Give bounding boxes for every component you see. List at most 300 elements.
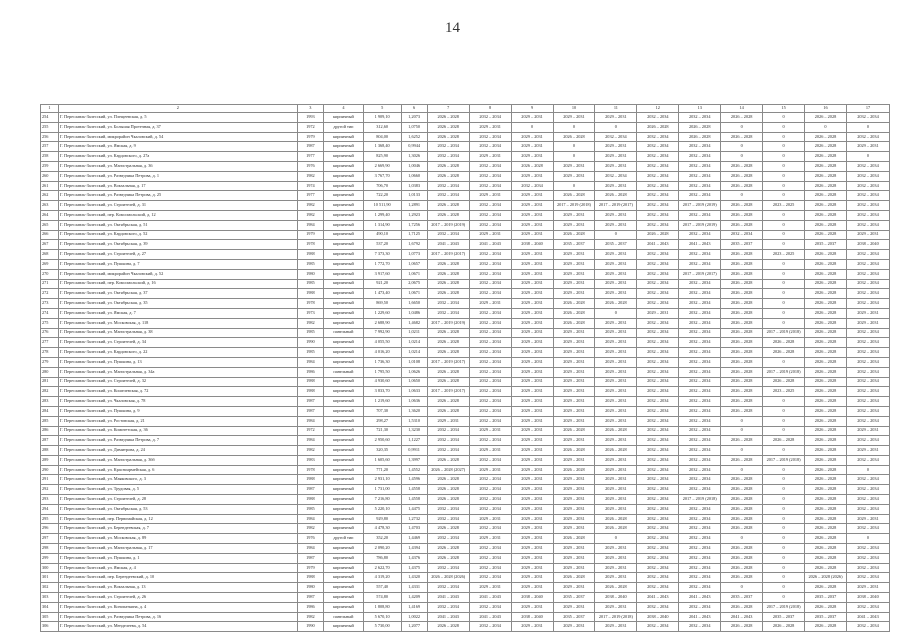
table-cell: 2032 – 2034 — [469, 406, 511, 416]
table-cell: 2032 – 2034 — [469, 524, 511, 534]
table-cell: 2026 – 2028 — [805, 416, 847, 426]
table-cell: 2032 – 2034 — [846, 348, 889, 358]
address-cell: Г. Переславль-Залесский, ул. Магистральная, д. 36б — [58, 455, 297, 465]
table-row — [41, 534, 890, 544]
table-cell: 2029 – 2031 — [553, 563, 595, 573]
table-cell: 771,20 — [363, 465, 401, 475]
program-table — [40, 104, 890, 632]
table-cell: 0 — [763, 142, 805, 152]
table-cell: 2029 – 2031 — [511, 191, 553, 201]
table-cell: 2029 – 2031 — [553, 504, 595, 514]
table-cell: 2032 – 2034 — [679, 142, 721, 152]
table-cell: кирпичный — [323, 171, 363, 181]
table-cell: 2026 – 2028 — [721, 485, 763, 495]
table-cell: 0 — [763, 485, 805, 495]
table-cell: 0 — [763, 181, 805, 191]
table-cell: 0 — [763, 210, 805, 220]
table-cell: 0 — [805, 122, 847, 132]
table-cell: 2029 – 2031 — [595, 622, 637, 632]
table-row — [41, 544, 890, 554]
table-cell: 279 — [41, 357, 59, 367]
table-cell: 2032 – 2034 — [637, 622, 679, 632]
table-cell: 2029 – 2031 — [511, 318, 553, 328]
table-cell: кирпичный — [323, 602, 363, 612]
table-cell: 2032 – 2034 — [679, 514, 721, 524]
table-cell: 2032 – 2034 — [637, 397, 679, 407]
table-cell: 2017 – 2019 (2017) — [427, 250, 469, 260]
table-cell: 2026 – 2028 — [427, 132, 469, 142]
table-row — [41, 250, 890, 260]
table-cell: 2038 – 2040 — [637, 612, 679, 622]
table-cell: 2038 – 2040 — [846, 593, 889, 603]
table-cell: кирпичный — [323, 230, 363, 240]
table-cell: 2032 – 2034 — [846, 416, 889, 426]
table-cell: 2026 – 2028 — [805, 259, 847, 269]
table-cell: кирпичный — [323, 269, 363, 279]
table-cell: 2029 – 2031 — [553, 367, 595, 377]
table-cell: 256 — [41, 132, 59, 142]
table-cell: 1,4209 — [401, 593, 427, 603]
table-cell: 2032 – 2034 — [679, 299, 721, 309]
table-cell: 2041 – 2043 — [427, 240, 469, 250]
table-cell: кирпичный — [323, 259, 363, 269]
table-cell: 289 — [41, 455, 59, 465]
table-cell: 2032 – 2034 — [846, 289, 889, 299]
table-cell: 2032 – 2034 — [679, 544, 721, 554]
table-cell: 2029 – 2031 — [469, 230, 511, 240]
table-cell: 2032 – 2034 — [511, 181, 553, 191]
table-cell: 2032 – 2034 — [469, 553, 511, 563]
table-cell: 0 — [846, 152, 889, 162]
table-cell: 2032 – 2034 — [679, 338, 721, 348]
table-row — [41, 338, 890, 348]
table-cell: 2032 – 2034 — [637, 289, 679, 299]
table-cell: 2032 – 2034 — [679, 191, 721, 201]
table-cell: 291 — [41, 475, 59, 485]
table-cell: другой тип — [323, 534, 363, 544]
table-cell: 0 — [763, 171, 805, 181]
table-cell: 0 — [846, 534, 889, 544]
table-cell: 2026 – 2028 — [721, 269, 763, 279]
table-cell: 0 — [553, 142, 595, 152]
table-row — [41, 436, 890, 446]
table-cell: 1984 — [297, 220, 323, 230]
table-cell: 2029 – 2031 — [469, 514, 511, 524]
table-cell: кирпичный — [323, 416, 363, 426]
table-cell: 2026 – 2028 — [721, 602, 763, 612]
table-row — [41, 446, 890, 456]
table-cell: 287 — [41, 436, 59, 446]
table-cell: 2026 – 2028 — [805, 289, 847, 299]
table-cell: 2029 – 2031 — [511, 426, 553, 436]
table-cell: 2032 – 2034 — [679, 210, 721, 220]
table-cell: 2029 – 2031 — [553, 495, 595, 505]
table-cell: 1978 — [297, 465, 323, 475]
address-cell: Г. Переславль-Залесский, ул. Октябрьская, д. 35 — [58, 299, 297, 309]
table-cell: 2026 – 2028 — [427, 348, 469, 358]
table-cell: 1,0660 — [401, 171, 427, 181]
table-cell: 2026 – 2028 — [805, 348, 847, 358]
table-cell: 0 — [553, 122, 595, 132]
table-cell: кирпичный — [323, 377, 363, 387]
table-cell: кирпичный — [323, 465, 363, 475]
table-cell: 2017 – 2019 (2019) — [427, 318, 469, 328]
table-cell: 299 — [41, 553, 59, 563]
table-cell: 2029 – 2031 — [469, 583, 511, 593]
address-cell: Г. Переславль-Залесский, ул. Разведчика Петрова, д. 7 — [58, 436, 297, 446]
table-cell: 2029 – 2031 — [511, 230, 553, 240]
address-cell: Г. Переславль-Залесский, ул. Кошелевская, д. 72 — [58, 387, 297, 397]
address-cell: Г. Переславль-Залесский, ул. Ямская, д. 9 — [58, 142, 297, 152]
table-cell: 1,0671 — [401, 289, 427, 299]
table-cell: 2032 – 2034 — [637, 426, 679, 436]
table-cell: 2029 – 2031 — [553, 357, 595, 367]
column-header-3: 3 — [297, 105, 323, 113]
table-cell: 2032 – 2034 — [846, 191, 889, 201]
table-cell: 2026 – 2028 — [427, 289, 469, 299]
table-cell: 1,6252 — [401, 132, 427, 142]
table-cell: 2029 – 2031 — [595, 406, 637, 416]
table-cell: 2029 – 2031 — [595, 504, 637, 514]
table-cell: кирпичный — [323, 357, 363, 367]
table-row — [41, 348, 890, 358]
table-cell: 2029 – 2031 — [511, 583, 553, 593]
address-cell: Г. Переславль-Залесский, ул. Плещеевская, д. 5 — [58, 113, 297, 123]
table-cell: 2032 – 2034 — [469, 113, 511, 123]
table-cell: 2026 – 2028 — [805, 495, 847, 505]
column-header-17: 17 — [846, 105, 889, 113]
table-cell: 0 — [763, 524, 805, 534]
table-cell: 1974 — [297, 181, 323, 191]
table-cell: 2032 – 2034 — [679, 152, 721, 162]
table-cell: 1 299,40 — [363, 210, 401, 220]
table-cell: 2035 – 2037 — [595, 240, 637, 250]
table-cell: 2032 – 2034 — [637, 485, 679, 495]
table-cell: кирпичный — [323, 152, 363, 162]
table-cell: 2029 – 2031 — [511, 152, 553, 162]
table-cell: 1972 — [297, 426, 323, 436]
table-cell: 2026 – 2028 — [721, 553, 763, 563]
table-cell: 2029 – 2031 — [595, 161, 637, 171]
table-row — [41, 397, 890, 407]
table-cell: 1980 — [297, 583, 323, 593]
table-cell: 2017 – 2019 (2018) — [763, 328, 805, 338]
table-cell: 706,70 — [363, 181, 401, 191]
table-cell: 2029 – 2031 — [511, 220, 553, 230]
table-cell: 2032 – 2034 — [637, 387, 679, 397]
table-cell: 2029 – 2031 — [511, 495, 553, 505]
table-cell: 574,80 — [363, 593, 401, 603]
table-cell: кирпичный — [323, 308, 363, 318]
table-cell: 2032 – 2034 — [637, 602, 679, 612]
table-cell: 0 — [721, 465, 763, 475]
table-cell: 1988 — [297, 573, 323, 583]
table-cell: 2026 – 2028 — [427, 210, 469, 220]
table-cell: 2 688,90 — [363, 318, 401, 328]
address-cell: Г. Переславль-Залесский, ул. Трудовая, д. 5 — [58, 485, 297, 495]
table-cell: 2029 – 2031 — [511, 446, 553, 456]
table-cell: 2029 – 2031 — [511, 348, 553, 358]
table-cell: 2029 – 2031 — [553, 210, 595, 220]
table-cell: кирпичный — [323, 563, 363, 573]
table-cell: кирпичный — [323, 573, 363, 583]
column-header-11: 11 — [595, 105, 637, 113]
table-cell: 297 — [41, 534, 59, 544]
table-cell: 1,4375 — [401, 563, 427, 573]
table-cell: 2029 – 2031 — [511, 289, 553, 299]
table-cell: 0 — [721, 426, 763, 436]
address-cell: Г. Переславль-Залесский, пер. Комсомольский, д. 16 — [58, 279, 297, 289]
table-cell: 5 670,10 — [363, 612, 401, 622]
table-cell: 0,9911 — [401, 446, 427, 456]
table-cell: 270 — [41, 269, 59, 279]
table-cell: 2026 – 2028 — [427, 122, 469, 132]
table-cell: 2017 – 2019 (2019) — [679, 220, 721, 230]
address-cell: Г. Переславль-Залесский, ул. Чкаловская, д. 78 — [58, 397, 297, 407]
table-cell: 1 473,40 — [363, 289, 401, 299]
table-cell: 2029 – 2031 — [511, 328, 553, 338]
table-cell: 2032 – 2034 — [469, 544, 511, 554]
table-cell: 2032 – 2034 — [679, 230, 721, 240]
table-cell: 2029 – 2031 — [511, 113, 553, 123]
table-cell: 1,0671 — [401, 269, 427, 279]
table-cell: 0 — [553, 181, 595, 191]
table-cell: 1982 — [297, 446, 323, 456]
table-row — [41, 553, 890, 563]
table-cell: 707,30 — [363, 406, 401, 416]
table-cell: 2029 – 2031 — [553, 220, 595, 230]
table-cell: 2032 – 2034 — [427, 504, 469, 514]
table-cell: 2023 – 2025 — [763, 387, 805, 397]
table-cell: 2026 – 2028 — [805, 308, 847, 318]
table-cell: 1978 — [297, 299, 323, 309]
table-cell: 2026 – 2028 — [805, 446, 847, 456]
table-cell: 2029 – 2031 — [637, 308, 679, 318]
table-cell: 2032 – 2034 — [846, 553, 889, 563]
table-cell: 1,0383 — [401, 181, 427, 191]
table-row — [41, 191, 890, 201]
table-cell: 273 — [41, 299, 59, 309]
table-cell: 2029 – 2031 — [846, 142, 889, 152]
table-cell: 312,60 — [363, 122, 401, 132]
table-cell: 0 — [763, 318, 805, 328]
table-cell: 2029 – 2031 — [595, 436, 637, 446]
table-cell: 265 — [41, 220, 59, 230]
table-cell: 2026 – 2028 — [553, 465, 595, 475]
address-cell: Г. Переславль-Залесский, ул. Кардовского, д. 22 — [58, 348, 297, 358]
table-cell: 2029 – 2031 — [595, 357, 637, 367]
table-cell: 2032 – 2034 — [427, 426, 469, 436]
table-cell: 2026 – 2028 — [595, 583, 637, 593]
table-cell: 2032 – 2034 — [846, 475, 889, 485]
table-cell: 2032 – 2034 — [679, 622, 721, 632]
table-cell: 2029 – 2031 — [595, 573, 637, 583]
table-cell: 2017 – 2019 (2018) — [763, 367, 805, 377]
table-row — [41, 416, 890, 426]
table-cell: 1,4169 — [401, 602, 427, 612]
table-cell: кирпичный — [323, 485, 363, 495]
table-cell: 2026 – 2028 — [805, 504, 847, 514]
table-cell: 2026 – 2028 — [721, 328, 763, 338]
table-cell: 2032 – 2034 — [469, 387, 511, 397]
table-cell: кирпичный — [323, 338, 363, 348]
table-cell: 2026 – 2028 — [805, 269, 847, 279]
table-cell: 2026 – 2028 — [427, 485, 469, 495]
address-cell: Г. Переславль-Залесский, ул. Ростовская, д. 21 — [58, 416, 297, 426]
table-cell: 2032 – 2034 — [846, 495, 889, 505]
table-cell: 2026 – 2028 — [721, 113, 763, 123]
table-cell: 2026 – 2028 — [427, 495, 469, 505]
table-cell: 2032 – 2034 — [637, 377, 679, 387]
table-cell: 2032 – 2034 — [637, 553, 679, 563]
table-cell: 1988 — [297, 495, 323, 505]
table-cell: 7 373,30 — [363, 250, 401, 260]
table-cell: 0 — [846, 122, 889, 132]
table-cell: 2032 – 2034 — [427, 191, 469, 201]
table-cell: 4 930,60 — [363, 377, 401, 387]
table-cell: кирпичный — [323, 299, 363, 309]
table-cell: 0 — [763, 122, 805, 132]
column-header-4: 4 — [323, 105, 363, 113]
table-cell: кирпичный — [323, 348, 363, 358]
table-cell: 2032 – 2034 — [679, 348, 721, 358]
table-cell: 260 — [41, 171, 59, 181]
table-cell: 1972 — [297, 122, 323, 132]
table-cell: 2026 – 2028 — [427, 269, 469, 279]
table-cell: 1979 — [297, 563, 323, 573]
table-cell: 1,0214 — [401, 338, 427, 348]
table-cell: 2029 – 2031 — [511, 514, 553, 524]
table-cell: 0 — [721, 152, 763, 162]
table-row — [41, 230, 890, 240]
table-cell: 2041 – 2043 — [469, 593, 511, 603]
table-cell: 2032 – 2034 — [679, 171, 721, 181]
table-cell: 2032 – 2034 — [427, 563, 469, 573]
table-cell: 2032 – 2034 — [679, 250, 721, 260]
table-cell: 2026 – 2028 — [805, 367, 847, 377]
column-header-6: 6 — [401, 105, 427, 113]
table-cell: 2032 – 2034 — [469, 132, 511, 142]
table-cell: 2026 – 2028 — [805, 553, 847, 563]
table-cell: 2029 – 2031 — [595, 367, 637, 377]
table-cell: 2026 – 2028 — [427, 328, 469, 338]
table-cell: 0 — [763, 406, 805, 416]
table-cell: 2032 – 2034 — [637, 132, 679, 142]
table-cell: кирпичный — [323, 397, 363, 407]
table-cell: 2026 – 2028 — [427, 161, 469, 171]
table-cell: 2026 – 2028 — [805, 230, 847, 240]
table-cell: 2032 – 2034 — [846, 220, 889, 230]
address-cell: Г. Переславль-Залесский, ул. Строителей, д. 34 — [58, 338, 297, 348]
table-cell: 1985 — [297, 259, 323, 269]
table-cell: 2026 – 2028 — [427, 259, 469, 269]
address-cell: Г. Переславль-Залесский, ул. Разведчика Петрова, д. 1 — [58, 171, 297, 181]
table-cell: 2026 – 2028 — [427, 338, 469, 348]
table-cell: 1,4469 — [401, 534, 427, 544]
table-cell: 2029 – 2031 — [553, 338, 595, 348]
table-cell: 1,0133 — [401, 191, 427, 201]
page-number: 14 — [445, 20, 460, 36]
column-header-7: 7 — [427, 105, 469, 113]
address-cell: Г. Переславль-Залесский, ул. Большая Протечная, д. 37 — [58, 122, 297, 132]
table-cell: 2032 – 2034 — [637, 210, 679, 220]
table-cell: 2026 – 2028 — [721, 397, 763, 407]
table-cell: 2026 – 2028 — [427, 524, 469, 534]
table-cell: 1985 — [297, 348, 323, 358]
table-cell: 2026 – 2028 — [721, 524, 763, 534]
table-cell: кирпичный — [323, 113, 363, 123]
table-row — [41, 524, 890, 534]
table-cell: 2035 – 2037 — [805, 612, 847, 622]
table-cell: 2029 – 2031 — [595, 318, 637, 328]
table-cell: 1978 — [297, 240, 323, 250]
table-row — [41, 485, 890, 495]
table-cell: 2029 – 2031 — [553, 583, 595, 593]
table-cell: 2032 – 2034 — [427, 230, 469, 240]
table-cell: 2029 – 2031 — [511, 132, 553, 142]
table-cell: 2026 – 2028 — [595, 191, 637, 201]
table-cell: 2035 – 2037 — [721, 593, 763, 603]
table-cell: 1982 — [297, 524, 323, 534]
address-cell: Г. Переславль-Залесский, ул. Строителей, д. 27 — [58, 250, 297, 260]
table-row — [41, 210, 890, 220]
table-cell: 1990 — [297, 622, 323, 632]
table-cell: 2032 – 2034 — [427, 583, 469, 593]
table-cell: 1984 — [297, 357, 323, 367]
table-cell: 3 767,70 — [363, 171, 401, 181]
table-cell: 0 — [763, 289, 805, 299]
table-cell: 2026 – 2028 — [511, 161, 553, 171]
table-cell: 2029 – 2031 — [553, 377, 595, 387]
table-cell: 284 — [41, 406, 59, 416]
table-cell: 298 — [41, 544, 59, 554]
table-cell: 2026 – 2028 — [805, 338, 847, 348]
table-cell: 1,2732 — [401, 514, 427, 524]
table-cell: 2032 – 2034 — [637, 279, 679, 289]
table-cell: 1,0486 — [401, 308, 427, 318]
table-cell: 2032 – 2034 — [679, 563, 721, 573]
table-cell: 2026 – 2028 — [805, 250, 847, 260]
table-cell: 2032 – 2034 — [595, 171, 637, 181]
table-cell: 1,4558 — [401, 495, 427, 505]
table-cell: 2,0675 — [401, 279, 427, 289]
table-cell: 0 — [763, 132, 805, 142]
address-cell: Г. Переславль-Залесский, ул. Пушкина, д. 1 — [58, 553, 297, 563]
table-cell: 263 — [41, 201, 59, 211]
table-cell: 0 — [763, 113, 805, 123]
table-cell: кирпичный — [323, 142, 363, 152]
table-cell: 0 — [763, 475, 805, 485]
column-header-16: 16 — [805, 105, 847, 113]
table-cell: 2029 – 2031 — [595, 455, 637, 465]
table-cell: 2035 – 2037 — [805, 593, 847, 603]
table-cell: 2026 – 2028 — [427, 475, 469, 485]
table-cell: 2032 – 2034 — [469, 171, 511, 181]
table-cell: 2032 – 2034 — [637, 534, 679, 544]
table-cell: панельный — [323, 367, 363, 377]
table-cell: 2032 – 2034 — [846, 338, 889, 348]
table-row — [41, 357, 890, 367]
table-cell: 2029 – 2031 — [553, 485, 595, 495]
table-cell: 2032 – 2034 — [846, 279, 889, 289]
table-cell: 1,7256 — [401, 220, 427, 230]
table-cell: 2029 – 2031 — [511, 171, 553, 181]
table-cell: 2029 – 2031 — [595, 210, 637, 220]
table-cell: 2032 – 2034 — [637, 357, 679, 367]
table-cell: 2029 – 2031 — [595, 269, 637, 279]
table-cell: 2032 – 2034 — [679, 377, 721, 387]
table-cell: 2029 – 2031 — [595, 553, 637, 563]
